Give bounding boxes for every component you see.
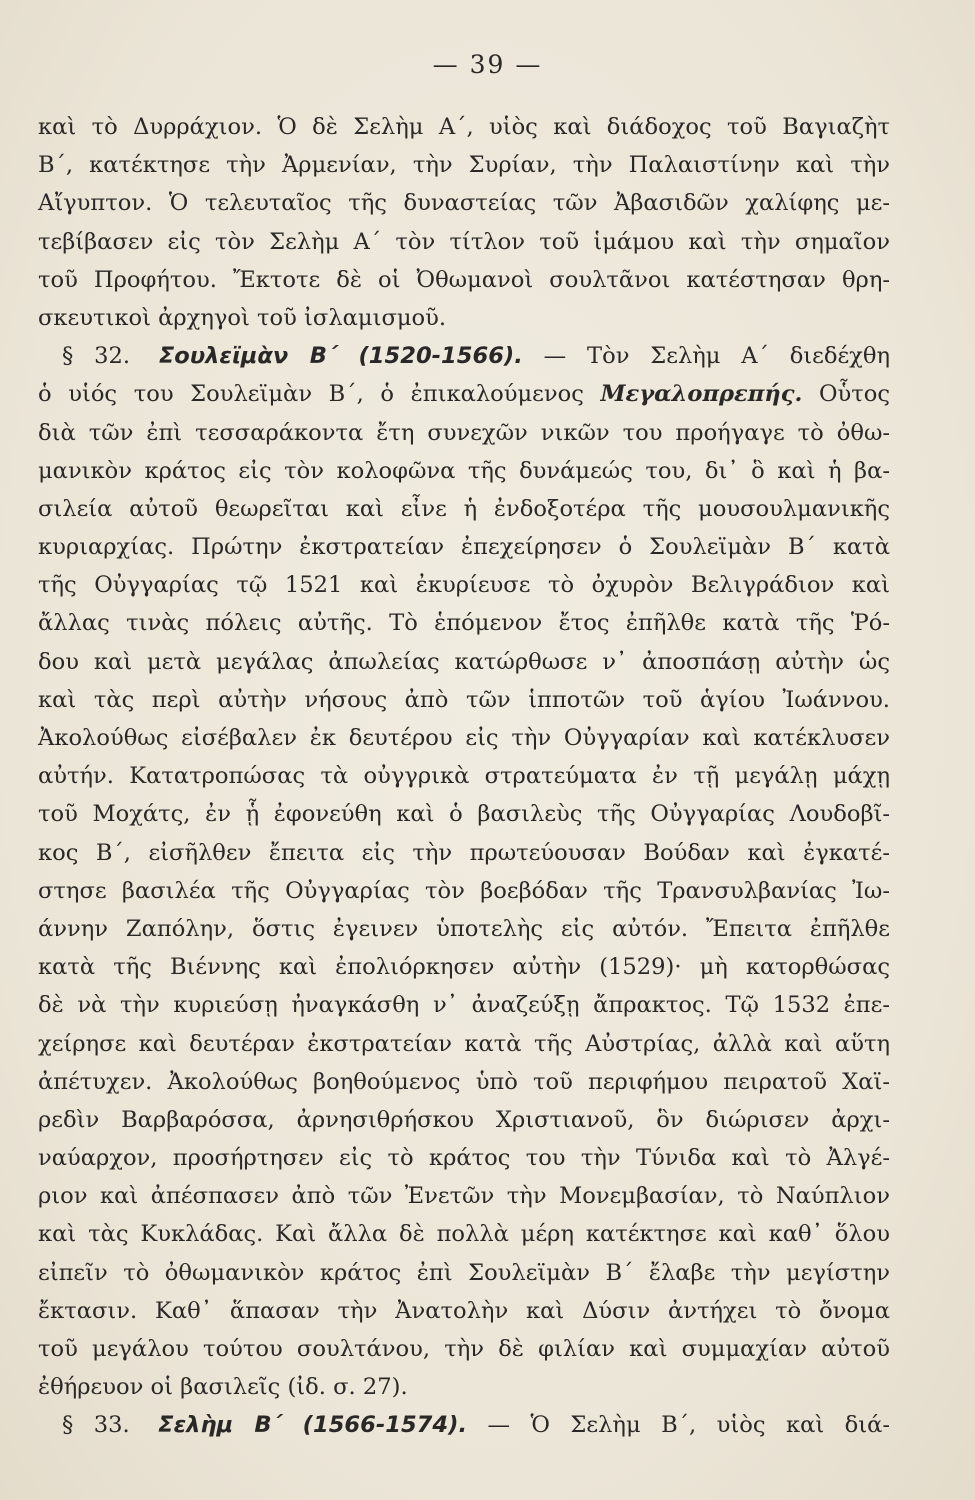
text-line: ἀπέτυχεν. Ἀκολούθως βοηθούμενος ὑπὸ τοῦ περιφήμου πειρατοῦ Χαϊ- (38, 1068, 890, 1095)
text-line: κυριαρχίας. Πρώτην ἐκστρατείαν ἐπεχείρησεν ὁ Σουλεϊμὰν Β΄ κατὰ (38, 534, 890, 561)
text-line: Β΄, κατέκτησε τὴν Ἀρμενίαν, τὴν Συρίαν, τὴν Παλαιστίνην καὶ τὴν (38, 152, 890, 179)
section-mark: § 32. (62, 343, 131, 370)
section-heading-32 (38, 337, 890, 375)
text-line: ἄλλας τινὰς πόλεις αὐτῆς. Τὸ ἑπόμενον ἔτος ἐπῆλθε κατὰ τῆς Ῥό- (38, 610, 890, 637)
page-body (38, 108, 890, 1445)
section-heading-rest: — Ὁ Σελὴμ Β΄, υἱὸς καὶ διά- (487, 1412, 890, 1439)
text-line: καὶ τὸ Δυρράχιον. Ὁ δὲ Σελὴμ Α΄, υἱὸς καὶ διάδοχος τοῦ Βαγιαζὴτ (38, 114, 890, 140)
text-line: δου καὶ μετὰ μεγάλας ἀπωλείας κατώρθωσε ν᾽ ἀποσπάσῃ αὐτὴν ὡς (38, 648, 890, 675)
text-line: καὶ τὰς περὶ αὐτὴν νήσους ἀπὸ τῶν ἱπποτῶν τοῦ ἁγίου Ἰωάννου. (38, 686, 890, 713)
section-mark: § 33. (62, 1412, 130, 1439)
text-line: ναύαρχον, προσήρτησεν εἰς τὸ κράτος του τὴν Τύνιδα καὶ τὸ Ἀλγέ- (38, 1145, 890, 1172)
text-line (38, 375, 890, 413)
text-line: τοῦ Προφήτου. Ἔκτοτε δὲ οἱ Ὀθωμανοὶ σουλτᾶνοι κατέστησαν θρη- (38, 266, 890, 293)
text-line: ἔκτασιν. Καθ᾽ ἅπασαν τὴν Ἀνατολὴν καὶ Δύσιν ἀντήχει τὸ ὄνομα (38, 1297, 890, 1324)
section-heading-rest: — Τὸν Σελὴμ Α΄ διεδέχθη (543, 343, 891, 370)
text-line: δὲ νὰ τὴν κυριεύσῃ ἠναγκάσθη ν᾽ ἀναζεύξῃ ἄπρακτος. Τῷ 1532 ἐπε- (38, 992, 890, 1019)
text-line: ρεδὶν Βαρβαρόσσα, ἀρνησιθρήσκου Χριστιανοῦ, ὃν διώρισεν ἀρχι- (38, 1106, 890, 1133)
text-line: ριον καὶ ἀπέσπασεν ἀπὸ τῶν Ἐνετῶν τὴν Μονεμβασίαν, τὸ Ναύπλιον (38, 1183, 890, 1210)
section-title: Σελὴμ Β΄ (1566-1574). (158, 1412, 468, 1439)
text-line: τοῦ Μοχάτς, ἐν ᾗ ἐφονεύθη καὶ ὁ βασιλεὺς τῆς Οὐγγαρίας Λουδοβῖ- (38, 801, 890, 828)
text-line: αὐτήν. Κατατροπώσας τὰ οὐγγρικὰ στρατεύματα ἐν τῇ μεγάλῃ μάχῃ (38, 763, 890, 790)
text-line: σκευτικοὶ ἀρχηγοὶ τοῦ ἰσλαμισμοῦ. (38, 304, 447, 331)
text-fragment: ὁ υἱός του Σουλεϊμὰν Β΄, ὁ ἐπικαλούμενος (38, 381, 584, 408)
text-line: στησε βασιλέα τῆς Οὐγγαρίας τὸν βοεβόδαν τῆς Τρανσυλβανίας Ἰω- (38, 877, 890, 904)
section-title: Σουλεϊμὰν Β΄ (1520-1566). (158, 343, 523, 370)
text-line: ἐθήρευον οἱ βασιλεῖς (ἰδ. σ. 27). (38, 1374, 408, 1401)
text-line: Αἴγυπτον. Ὁ τελευταῖος τῆς δυναστείας τῶν Ἀβασιδῶν χαλίφης με- (38, 190, 890, 217)
page-number: — 39 — (432, 50, 543, 79)
text-line: σιλεία αὐτοῦ θεωρεῖται καὶ εἶνε ἡ ἐνδοξοτέρα τῆς μουσουλμανικῆς (38, 495, 890, 522)
text-line: διὰ τῶν ἐπὶ τεσσαράκοντα ἔτη συνεχῶν νικῶν του προήγαγε τὸ ὀθω- (38, 419, 890, 446)
text-line: μανικὸν κράτος εἰς τὸν κολοφῶνα τῆς δυνάμεώς του, δι᾽ ὃ καὶ ἡ βα- (38, 457, 890, 484)
text-line: καὶ τὰς Κυκλάδας. Καὶ ἄλλα δὲ πολλὰ μέρη κατέκτησε καὶ καθ᾽ ὅλου (38, 1221, 890, 1248)
text-line: εἰπεῖν τὸ ὀθωμανικὸν κράτος ἐπὶ Σουλεϊμὰν Β΄ ἔλαβε τὴν μεγίστην (38, 1259, 890, 1286)
text-line: κατὰ τῆς Βιέννης καὶ ἐπολιόρκησεν αὐτὴν (1529)· μὴ κατορθώσας (38, 954, 890, 981)
text-line: χείρησε καὶ δευτέραν ἐκστρατείαν κατὰ τῆς Αὐστρίας, ἀλλὰ καὶ αὕτη (38, 1030, 890, 1057)
text-fragment: Οὗτος (819, 381, 891, 408)
text-line: τοῦ μεγάλου τούτου σουλτάνου, τὴν δὲ φιλίαν καὶ συμμαχίαν αὐτοῦ (38, 1336, 890, 1362)
text-line: τῆς Οὐγγαρίας τῷ 1521 καὶ ἐκυρίευσε τὸ ὀχυρὸν Βελιγράδιον καὶ (38, 572, 890, 599)
epithet-emphasis: Μεγαλοπρεπής. (600, 381, 803, 408)
text-line: τεβίβασεν εἰς τὸν Σελὴμ Α΄ τὸν τίτλον τοῦ ἱμάμου καὶ τὴν σημαῖον (38, 228, 890, 255)
section-heading-33 (38, 1406, 890, 1444)
text-line: κος Β΄, εἰσῆλθεν ἔπειτα εἰς τὴν πρωτεύουσαν Βούδαν καὶ ἐγκατέ- (38, 839, 890, 866)
text-line: Ἀκολούθως εἰσέβαλεν ἐκ δευτέρου εἰς τὴν Οὐγγαρίαν καὶ κατέκλυσεν (38, 725, 890, 751)
text-line: άννην Ζαπόλην, ὅστις ἐγεινεν ὑποτελὴς εἰς αὐτόν. Ἔπειτα ἐπῆλθε (38, 915, 890, 942)
